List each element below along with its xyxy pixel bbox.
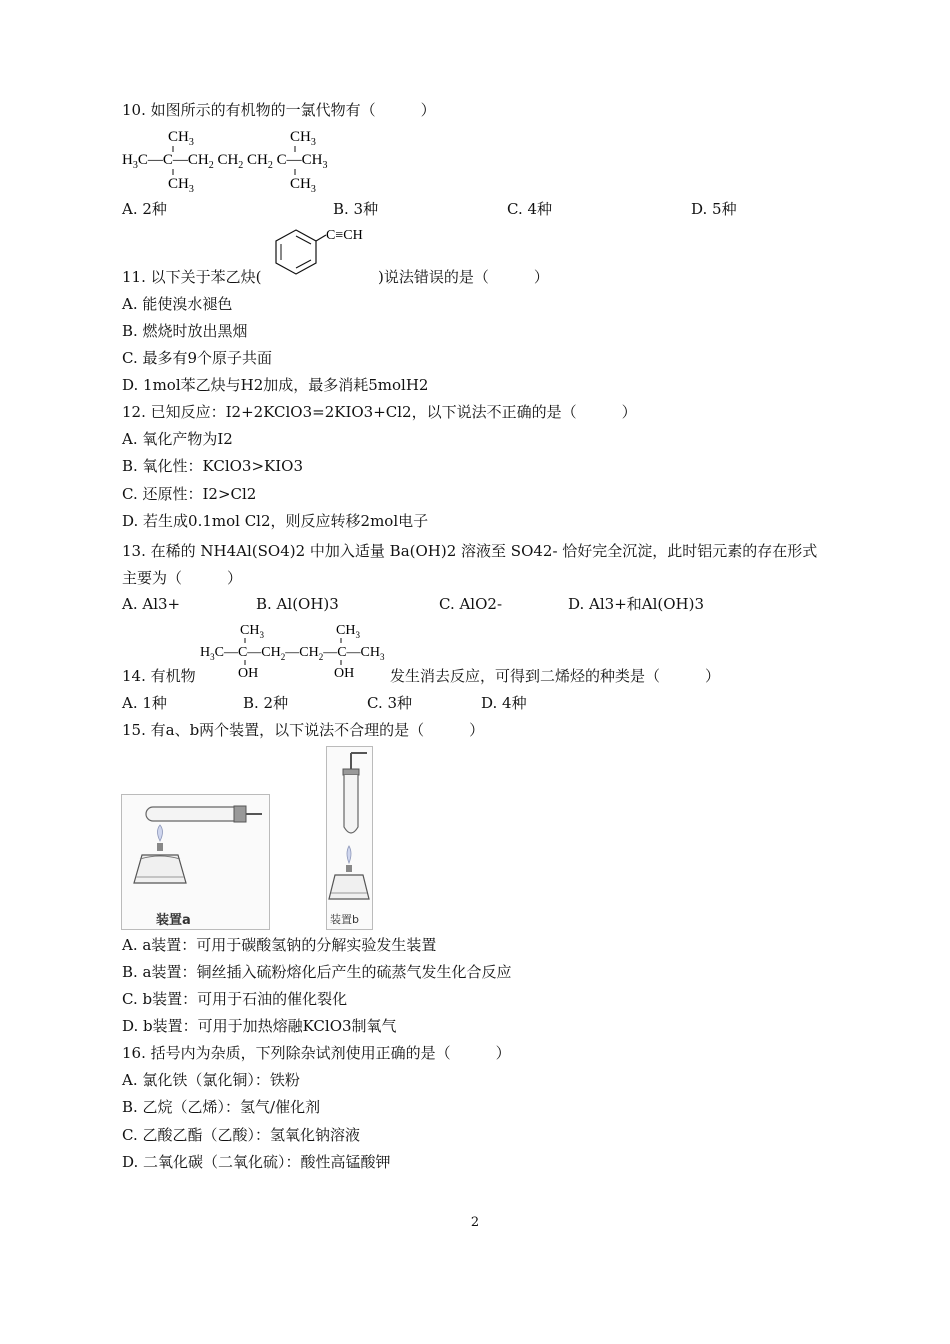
- q14-option-b: B. 2种: [243, 694, 289, 712]
- q14-option-c: C. 3种: [367, 694, 413, 712]
- q10-option-d: D. 5种: [691, 200, 737, 218]
- q14-option-a: A. 1种: [122, 694, 167, 712]
- q13-option-d: D. Al3+和Al(OH)3: [568, 595, 705, 613]
- q12-option-c: C. 还原性：I2>Cl2: [122, 485, 257, 503]
- q13-option-b: B. Al(OH)3: [256, 595, 339, 613]
- q14-stem-end: 发生消去反应，可得到二烯烃的种类是（ ）: [390, 667, 721, 685]
- q12-option-a: A. 氧化产物为I2: [122, 430, 233, 448]
- q15-option-c: C. b装置：可用于石油的催化裂化: [122, 990, 348, 1008]
- q10-option-b: B. 3种: [333, 200, 379, 218]
- q15-stem: 15. 有a、b两个装置，以下说法不合理的是（ ）: [122, 721, 485, 739]
- q12-stem: 12. 已知反应：I2+2KClO3=2KIO3+Cl2，以下说法不正确的是（ ）: [122, 403, 637, 421]
- q15-option-b: B. a装置：铜丝插入硫粉熔化后产生的硫蒸气发生化合反应: [122, 963, 512, 981]
- q10-option-a: A. 2种: [122, 200, 167, 218]
- apparatus-b-figure: [326, 746, 373, 930]
- q11-stem-end: )说法错误的是（ ）: [378, 268, 549, 286]
- q13-option-a: A. Al3+: [122, 595, 181, 613]
- svg-text:CH3: $CH_3$: [168, 176, 194, 194]
- apparatus-a-figure: [121, 794, 270, 930]
- svg-text:OH: OH: [334, 666, 355, 681]
- q10-stem: 10. 如图所示的有机物的一氯代物有（ ）: [122, 101, 436, 119]
- q16-option-a: A. 氯化铁（氯化铜）：铁粉: [122, 1071, 300, 1089]
- svg-text:CH3: $CH_3$: [240, 623, 264, 640]
- svg-text:CH3: $CH_3$: [290, 129, 316, 148]
- q16-option-d: D. 二氧化碳（二氧化硫）：酸性高锰酸钾: [122, 1153, 391, 1171]
- q16-option-c: C. 乙酸乙酯（乙酸）：氢氧化钠溶液: [122, 1126, 360, 1144]
- q14-stem-start: 14. 有机物: [122, 667, 196, 685]
- svg-text:CH3: $CH_3$: [168, 129, 194, 148]
- q11-option-a: A. 能使溴水褪色: [122, 295, 233, 313]
- phenylacetylene-structure: [266, 222, 378, 286]
- page-number: 2: [470, 1215, 480, 1230]
- svg-text:CH3: $CH_3$: [290, 176, 316, 194]
- q11-option-c: C. 最多有9个原子共面: [122, 349, 273, 367]
- q14-structure: [200, 620, 390, 682]
- q10-structure: [122, 124, 362, 194]
- q10-option-c: C. 4种: [507, 200, 553, 218]
- q16-option-b: B. 乙烷（乙烯）：氢气/催化剂: [122, 1098, 321, 1116]
- q15-option-d: D. b装置：可用于加热熔融KClO3制氧气: [122, 1017, 397, 1035]
- svg-text:CH3: $CH_3$: [336, 623, 360, 640]
- alkyne-label: C≡CH: [326, 228, 363, 243]
- q11-option-d: D. 1mol苯乙炔与H2加成，最多消耗5molH2: [122, 376, 429, 394]
- q11-option-b: B. 燃烧时放出黑烟: [122, 322, 248, 340]
- q13-option-c: C. AlO2-: [439, 595, 503, 613]
- apparatus-b-label: 装置b: [330, 913, 359, 926]
- q15-option-a: A. a装置：可用于碳酸氢钠的分解实验发生装置: [122, 936, 437, 954]
- q12-option-d: D. 若生成0.1mol Cl2，则反应转移2mol电子: [122, 512, 429, 530]
- q11-stem-start: 11. 以下关于苯乙炔(: [122, 268, 262, 286]
- q12-option-b: B. 氧化性：KClO3>KIO3: [122, 457, 304, 475]
- svg-text:OH: OH: [238, 666, 259, 681]
- q16-stem: 16. 括号内为杂质，下列除杂试剂使用正确的是（ ）: [122, 1044, 511, 1062]
- svg-text:H3C—C—CH2 CH2 CH2 C—CH3: $H_3C—C—CH_2$ $CH_2$ $CH_2$ $C—CH_3$: [122, 152, 328, 171]
- q14-option-d: D. 4种: [481, 694, 527, 712]
- svg-text:H3C—C—CH2—CH2—C—CH3: $H_3C—C—CH_2—CH_2—C—CH_3$: [200, 645, 385, 662]
- apparatus-a-label: 装置a: [156, 913, 191, 928]
- q13-stem: 13. 在稀的 NH4Al(SO4)2 中加入适量 Ba(OH)2 溶液至 SO42- 恰好完全沉淀，此时铝元素的存在形式主要为（ ）: [122, 542, 818, 587]
